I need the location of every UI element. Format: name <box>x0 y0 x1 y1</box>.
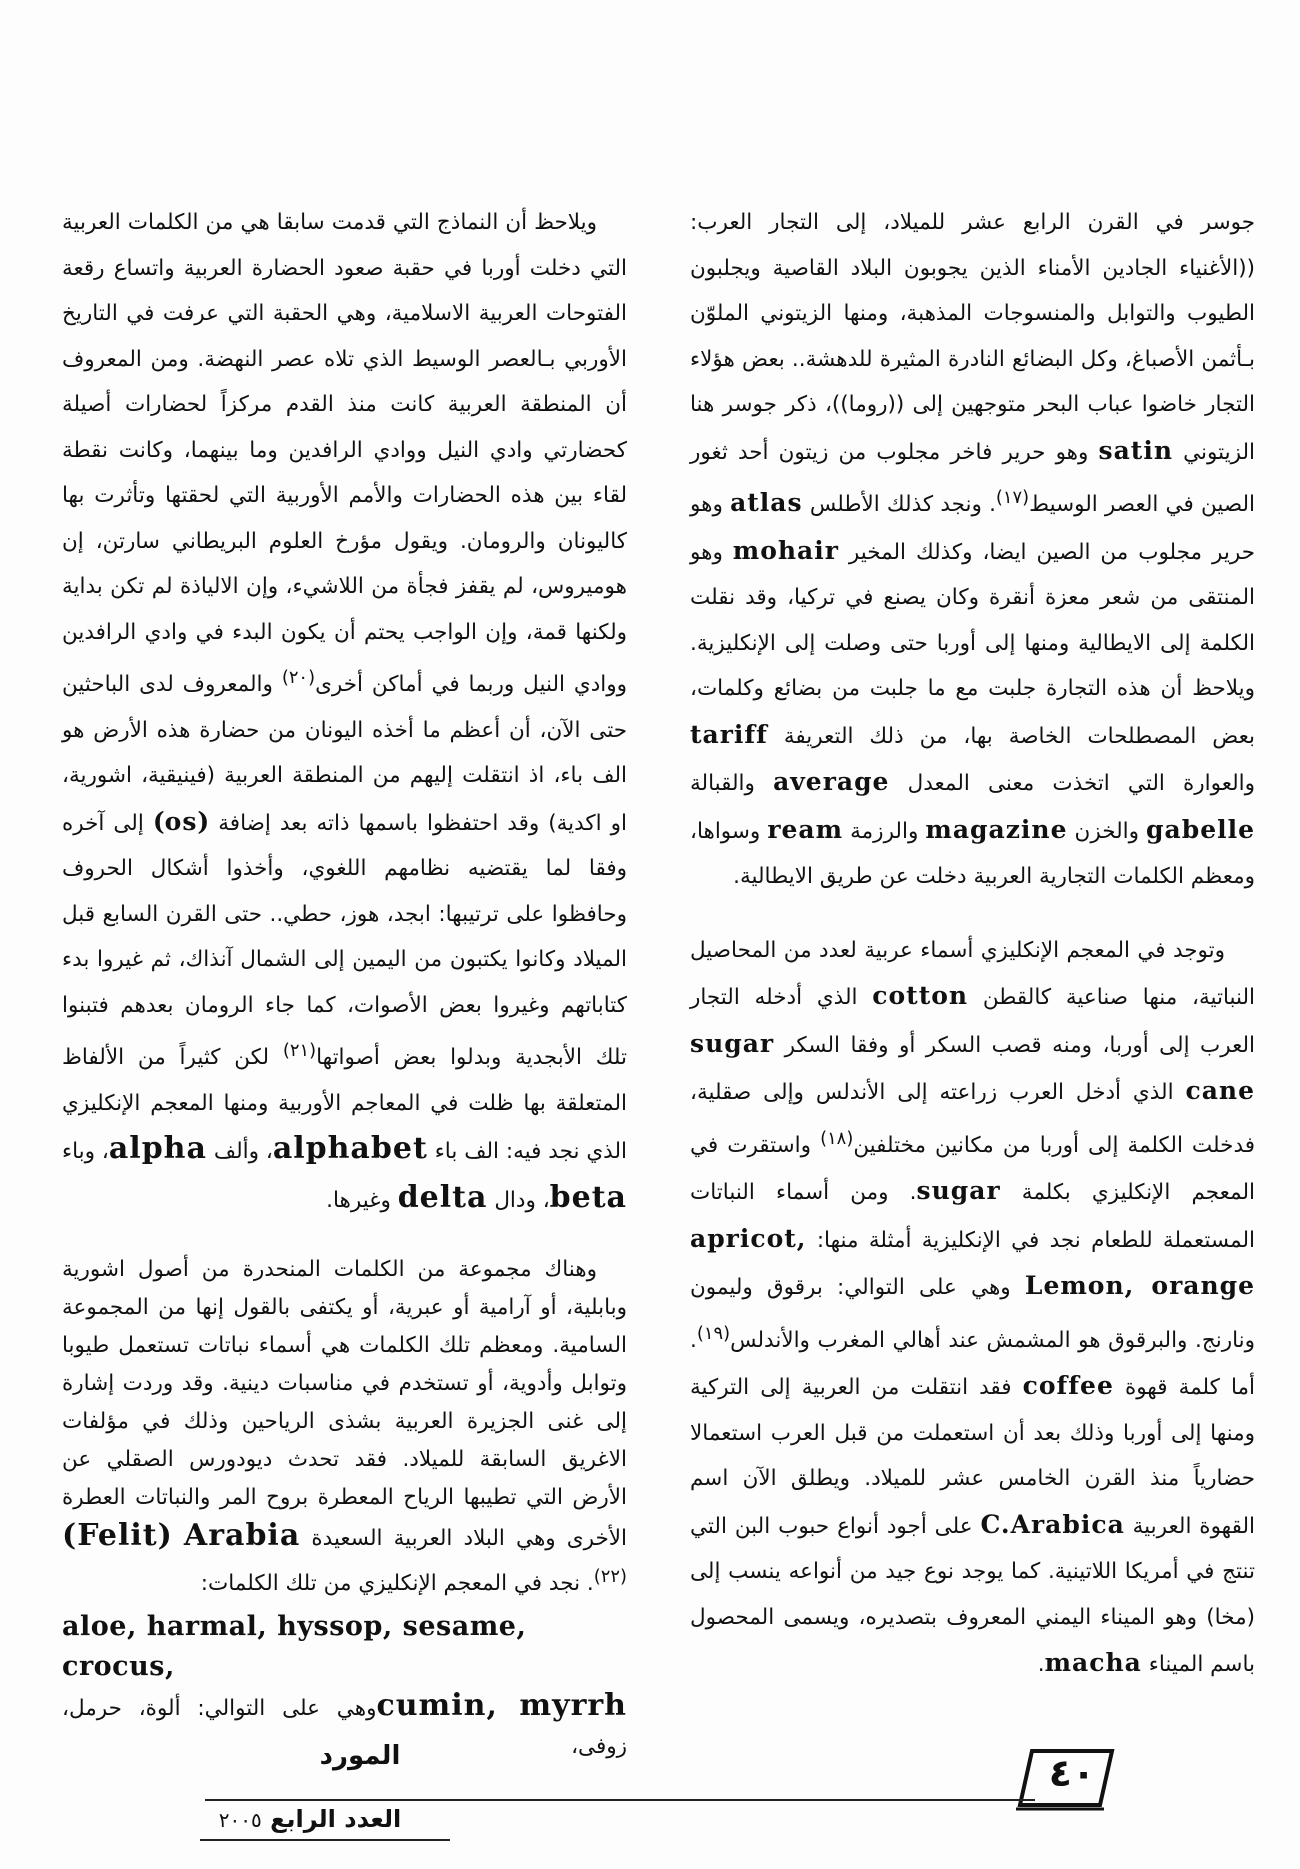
latin-term: alphabet <box>272 1131 428 1167</box>
text-run: لكن كثيراً من الألفاظ المتعلقة بها ظلت في المعاجم الأوربية ومنها المعجم الإنكليزي الذي نجد فيه: الف باء <box>62 1045 627 1165</box>
latin-term: cumin, myrrh <box>376 1688 627 1724</box>
footnote-ref: (١٨) <box>820 1127 854 1149</box>
text-run: وهي على التوالي: ألوة، حرمل، زوفى، <box>62 1696 627 1760</box>
text-run: جوسر في القرن الرابع عشر للميلاد، إلى التجار العرب: ((الأغنياء الجادين الأمناء الذين يجوبون البلاد القاصية ويجلبون الطيوب والتوابل والمنسوجات المذهبة، ومنها الزيتوني الملوّن بـأثمن الأصباغ، وكل البضائع النادرة المثيرة للدهشة.. بعض هؤلاء التجار خاضوا عباب البحر متوجهين إلى ((روما))، ذكر جوسر هنا الزيتوني <box>690 210 1255 465</box>
paragraph <box>690 928 1255 1688</box>
issue-info <box>185 1805 435 1833</box>
text-run: والعوارة التي اتخذت معنى المعدل <box>907 771 1256 797</box>
text-run: على أجود أنواع حبوب البن التي تنتج في أمريكا اللاتينية. كما يوجد نوع جيد من أنواعه ينسب إلى (مخا) وهو الميناء اليمني المعروف بتصديره، ويسمى المحصول باسم الميناء <box>690 1513 1255 1678</box>
latin-term: (os) <box>152 806 210 836</box>
latin-term: sugar <box>690 1028 775 1058</box>
text-run: وهو حرير فاخر مجلوب من زيتون أحد ثغور الصين في العصر الوسيط <box>690 439 1256 518</box>
paragraph <box>62 1251 627 1603</box>
page-footer <box>0 1735 1300 1855</box>
page-number-box <box>1012 1743 1122 1813</box>
text-run: وهي على التوالي: برقوق وليمون ونارنج. والبرقوق هو المشمش عند أهالي المغرب والأندلس <box>690 1275 1255 1353</box>
text-run: والقبالة <box>690 771 755 797</box>
latin-term: ream <box>767 814 844 844</box>
latin-term: delta <box>397 1179 488 1215</box>
text-run: ، وباء <box>62 1139 109 1165</box>
latin-term: tariff <box>690 719 768 749</box>
page-number: ٤٠ <box>1048 1751 1096 1795</box>
latin-term: apricot, Lemon, orange <box>690 1223 1256 1301</box>
footnote-ref: (١٩) <box>696 1322 731 1344</box>
issue-year: ٢٠٠٥ <box>218 1808 262 1832</box>
text-run: وهو المنتقى من شعر معزة أنقرة وكان يصنع في تركيا، وقد نقلت الكلمة إلى الايطالية ومنها إلى أوربا حتى وصلت إلى الإنكليزية. ويلاحظ أن هذه التجارة جلبت مع ما جلبت من بضائع وكلمات، بعض المصطلحات الخاصة بها، من ذلك التعريفة <box>690 539 1255 749</box>
footnote-ref: (١٧) <box>995 487 1030 508</box>
latin-term: atlas <box>730 488 803 518</box>
latin-term: mohair <box>732 535 839 565</box>
latin-term: gabelle <box>1146 814 1255 844</box>
left-column <box>62 200 627 1766</box>
text-run: وهناك مجموعة من الكلمات المنحدرة من أصول اشورية وبابلية، أو آرامية أو عبرية، أو يكتفى بالقول إنها من المجموعة السامية. ومعظم تلك الكلمات هي أسماء نباتات تستعمل طيوبا وتوابل وأدوية، أو تستخدم في مناسبات دينية. وقد وردت إشارة إلى غنى الجزيرة العربية بشذى الرياحين وذلك في مؤلفات الاغريق السابقة للميلاد. فقد تحدث ديودورس الصقلي عن الأرض التي تطيبها الرياح المعطرة بروح المر والنباتات العطرة الأخرى وهي البلاد العربية السعيدة <box>62 1257 627 1552</box>
footnote-ref: (٢٢) <box>593 1566 627 1588</box>
text-run: والرزمة <box>850 818 919 844</box>
text-run: فقد انتقلت من العربية إلى التركية ومنها إلى أوربا وذلك بعد أن استعملت من قبل العرب استعمالا حضارياً منذ القرن الخامس عشر للميلاد. ويطلق الآن اسم القهوة العربية <box>690 1375 1255 1539</box>
latin-term: C.Arabica <box>980 1509 1125 1539</box>
text-run: وغيرها. <box>326 1187 398 1213</box>
text-run: وتوجد في المعجم الإنكليزي أسماء عربية لعدد من المحاصيل النباتية، منها صناعية كالقطن <box>690 937 1255 1011</box>
text-run: وسواها، ومعظم الكلمات التجارية العربية دخلت عن طريق الايطالية. <box>690 818 1255 890</box>
right-column <box>690 200 1255 1688</box>
latin-term: (Felit) <box>62 1518 173 1554</box>
text-run: ويلاحظ أن النماذج التي قدمت سابقا هي من الكلمات العربية التي دخلت أوربا في حقبة صعود الحضارة العربية واتساع رقعة الفتوحات العربية الاسلامية، وهي الحقبة التي عرفت في التاريخ الأوربي بـالعصر الوسيط الذي تلاه عصر النهضة. ومن المعروف أن المنطقة العربية كانت منذ القدم مركزاً لحضارات أصيلة كحضارتي وادي النيل ووادي الرافدين وما بينهما، وكانت نقطة لقاء بين هذه الحضارات والأمم الأوربية التي لحقتها وتأثرت بها كاليونان والرومان. ويقول مؤرخ العلوم البريطاني سارتن، إن هوميروس، لم يقفز فجأة من اللاشيء، وإن الالياذة لم تكن بداية ولكنها قمة، وإن الواجب يحتم أن يكون البدء في وادي الرافدين ووادي النيل وربما في أماكن أخرى <box>62 210 628 698</box>
text-run: الذي أدخل العرب زراعته إلى الأندلس وإلى صقلية، فدخلت الكلمة إلى أوربا من مكانين مختلفين <box>690 1080 1256 1158</box>
text-run: . <box>1037 1652 1045 1678</box>
latin-term: cotton <box>872 981 969 1011</box>
paragraph <box>690 200 1255 900</box>
issue-underline <box>200 1839 450 1841</box>
text-run: . ونجد كذلك الأطلس <box>809 492 996 518</box>
text-run: ، وألف <box>213 1139 273 1165</box>
latin-term: sugar <box>916 1176 1001 1206</box>
footnote-ref: (٢٠) <box>281 667 316 688</box>
latin-term: macha <box>1044 1648 1142 1678</box>
latin-term: alpha <box>108 1131 207 1167</box>
text-run: الذي أدخله التجار العرب إلى أوربا، ومنه قصب السكر أو وفقا السكر <box>690 985 1255 1058</box>
text-run: ، ودال <box>494 1187 550 1213</box>
text-run: . نجد في المعجم الإنكليزي من تلك الكلمات: <box>200 1571 594 1597</box>
magazine-title: المورد <box>319 1741 401 1771</box>
latin-term: Arabia <box>183 1518 301 1554</box>
paragraph <box>62 200 627 1223</box>
text-run: والخزن <box>1074 818 1139 844</box>
latin-word-list: aloe, harmal, hyssop, sesame, crocus, <box>62 1611 527 1683</box>
latin-term: coffee <box>1022 1371 1114 1401</box>
text-run: إلى آخره وفقا لما يقتضيه نظامهم اللغوي، وأخذوا أشكال الحروف وحافظوا على ترتيبها: ابجد، هوز، حطي.. حتى القرن السابع قبل الميلاد وكانوا يكتبون من اليمين إلى الشمال آنذاك، ثم غيروا بدء كتاباتهم وغيروا بعض الأصوات، كما جاء الرومان بعدهم فتبنوا تلك الأبجدية وبدلوا بعض أصواتها <box>62 810 627 1071</box>
text-run: وهو حرير مجلوب من الصين ايضا، وكذلك المخير <box>690 492 1255 565</box>
text-run: . أما كلمة قهوة <box>690 1327 1255 1401</box>
footer-rule <box>205 1799 1035 1801</box>
latin-term: beta <box>549 1179 627 1215</box>
issue-number: العدد الرابع <box>270 1805 402 1833</box>
latin-term: average <box>773 767 890 797</box>
text-run: . ومن أسماء النباتات المستعملة للطعام نجد في الإنكليزية أمثلة منها: <box>690 1180 1255 1253</box>
footnote-ref: (٢١) <box>282 1040 317 1062</box>
latin-term: satin <box>1098 435 1174 465</box>
text-run: والمعروف لدى الباحثين حتى الآن، أن أعظم ما أخذه اليونان من حضارة هذه الأرض هو الف باء، اذ انتقلت إليهم من المنطقة العربية (فينيقية، اشورية، او اكدية) وقد احتفظوا باسمها ذاته بعد إضافة <box>62 672 627 836</box>
text-run: واستقرت في المعجم الإنكليزي بكلمة <box>690 1132 1255 1206</box>
latin-term: magazine <box>925 814 1068 844</box>
latin-term: cane <box>1185 1076 1255 1106</box>
